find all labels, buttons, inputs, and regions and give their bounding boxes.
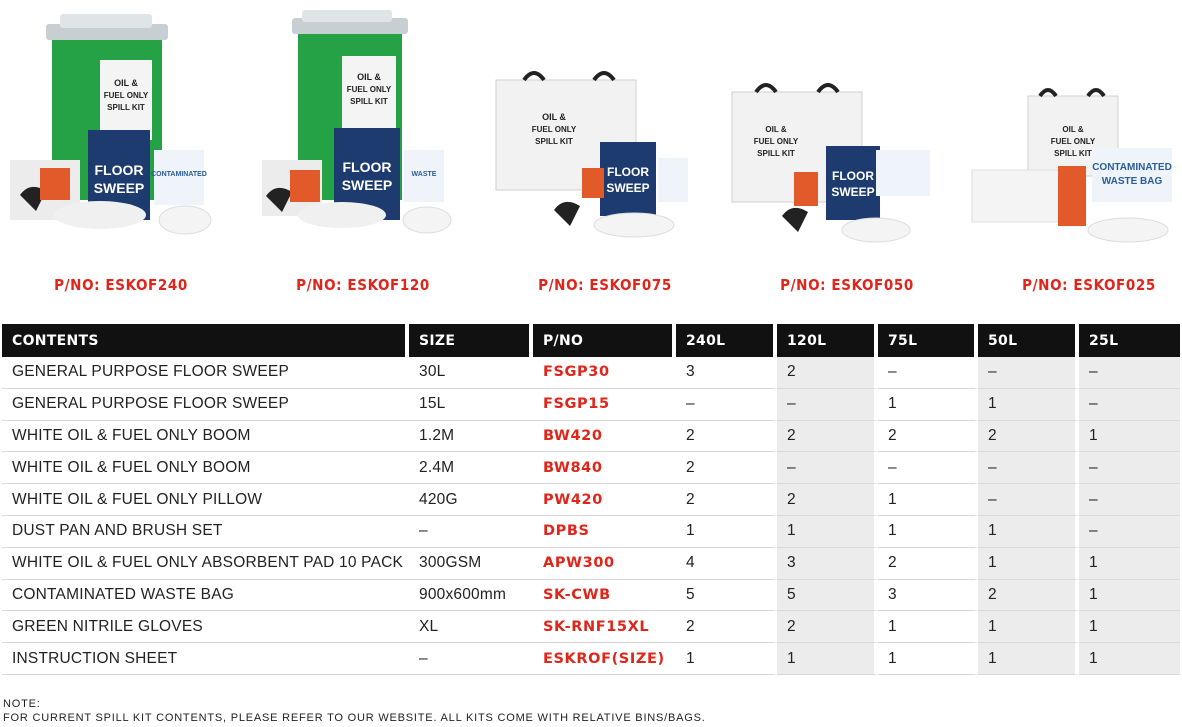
qty-120l: 5 (777, 580, 878, 612)
qty-240l: 4 (676, 548, 777, 580)
qty-75l: 1 (878, 389, 978, 421)
spill-kit-bag-image (726, 0, 968, 260)
qty-120l: 3 (777, 548, 878, 580)
qty-240l: 3 (676, 357, 777, 389)
qty-25l: 1 (1079, 611, 1180, 643)
product-eskof075 (484, 0, 726, 300)
svg-text:FLOOR: FLOOR (94, 162, 144, 178)
svg-text:CONTAMINATED: CONTAMINATED (151, 171, 207, 178)
qty-75l: 1 (878, 516, 978, 548)
item-name: DUST PAN AND BRUSH SET (2, 516, 409, 548)
qty-50l: 2 (978, 580, 1079, 612)
qty-50l: – (978, 484, 1079, 516)
column-header-pno: P/NO (533, 324, 676, 357)
qty-75l: – (878, 357, 978, 389)
item-name: WHITE OIL & FUEL ONLY PILLOW (2, 484, 409, 516)
product-eskof120 (242, 0, 484, 300)
qty-25l: 1 (1079, 548, 1180, 580)
footnote (3, 697, 706, 725)
qty-240l: 2 (676, 452, 777, 484)
item-part-number: SK-CWB (533, 580, 676, 612)
svg-text:FUEL ONLY: FUEL ONLY (753, 137, 799, 146)
item-name: INSTRUCTION SHEET (2, 643, 409, 675)
qty-50l: – (978, 357, 1079, 389)
item-size: 15L (409, 389, 533, 421)
qty-75l: 3 (878, 580, 978, 612)
svg-text:OIL &: OIL & (1062, 125, 1084, 134)
item-name: WHITE OIL & FUEL ONLY ABSORBENT PAD 10 PACK (2, 548, 409, 580)
column-header-75l: 75L (878, 324, 978, 357)
product-eskof025 (968, 0, 1182, 300)
item-size: – (409, 516, 533, 548)
qty-75l: 1 (878, 643, 978, 675)
table-row (2, 389, 1180, 421)
table-row (2, 421, 1180, 453)
qty-120l: 2 (777, 611, 878, 643)
qty-75l: 1 (878, 484, 978, 516)
svg-text:FLOOR: FLOOR (832, 169, 874, 183)
svg-text:OIL &: OIL & (357, 72, 381, 82)
qty-50l: – (978, 452, 1079, 484)
item-size: 900x600mm (409, 580, 533, 612)
qty-240l: 2 (676, 421, 777, 453)
qty-50l: 1 (978, 643, 1079, 675)
svg-text:SPILL KIT: SPILL KIT (350, 97, 388, 106)
product-part-number: P/NO: ESKOF050 (780, 276, 914, 294)
item-name: GENERAL PURPOSE FLOOR SWEEP (2, 389, 409, 421)
item-name: CONTAMINATED WASTE BAG (2, 580, 409, 612)
table-row (2, 516, 1180, 548)
qty-240l: 5 (676, 580, 777, 612)
item-name: GENERAL PURPOSE FLOOR SWEEP (2, 357, 409, 389)
qty-120l: 2 (777, 421, 878, 453)
table-row (2, 643, 1180, 675)
table-header-row (2, 324, 1180, 357)
item-part-number: DPBS (533, 516, 676, 548)
qty-120l: – (777, 389, 878, 421)
qty-75l: 1 (878, 611, 978, 643)
item-part-number: PW420 (533, 484, 676, 516)
qty-75l: 2 (878, 421, 978, 453)
qty-25l: – (1079, 452, 1180, 484)
svg-text:SWEEP: SWEEP (831, 185, 875, 199)
svg-text:WASTE BAG: WASTE BAG (1101, 176, 1163, 187)
qty-25l: – (1079, 516, 1180, 548)
item-part-number: FSGP15 (533, 389, 676, 421)
note-label: NOTE: (3, 698, 41, 710)
item-size: 420G (409, 484, 533, 516)
svg-text:SWEEP: SWEEP (341, 177, 393, 193)
table-row (2, 452, 1180, 484)
qty-25l: 1 (1079, 643, 1180, 675)
svg-text:FUEL ONLY: FUEL ONLY (531, 125, 577, 134)
qty-50l: 1 (978, 389, 1079, 421)
qty-75l: 2 (878, 548, 978, 580)
qty-120l: 1 (777, 516, 878, 548)
qty-25l: – (1079, 357, 1180, 389)
item-part-number: FSGP30 (533, 357, 676, 389)
qty-25l: 1 (1079, 580, 1180, 612)
spill-kit-bin-image (242, 0, 484, 260)
qty-25l: – (1079, 389, 1180, 421)
item-part-number: BW420 (533, 421, 676, 453)
item-name: WHITE OIL & FUEL ONLY BOOM (2, 421, 409, 453)
svg-text:OIL &: OIL & (765, 125, 787, 134)
item-part-number: SK-RNF15XL (533, 611, 676, 643)
svg-text:FUEL ONLY: FUEL ONLY (346, 85, 392, 94)
svg-text:OIL &: OIL & (542, 112, 566, 122)
note-text: FOR CURRENT SPILL KIT CONTENTS, PLEASE REFER TO OUR WEBSITE. ALL KITS COME WITH RELATIVE BINS/BAGS. (3, 712, 706, 724)
product-part-number: P/NO: ESKOF025 (1022, 276, 1156, 294)
product-strip (0, 0, 1182, 300)
spill-kit-bag-image (968, 0, 1182, 260)
spill-kit-bin-image (0, 0, 242, 260)
item-part-number: ESKROF(SIZE) (533, 643, 676, 675)
svg-text:FUEL ONLY: FUEL ONLY (1050, 137, 1096, 146)
item-part-number: APW300 (533, 548, 676, 580)
product-part-number: P/NO: ESKOF075 (538, 276, 672, 294)
svg-text:SWEEP: SWEEP (606, 181, 650, 195)
item-size: 2.4M (409, 452, 533, 484)
svg-text:FLOOR: FLOOR (607, 165, 649, 179)
svg-text:WASTE: WASTE (411, 171, 437, 178)
qty-120l: – (777, 452, 878, 484)
column-header-25l: 25L (1079, 324, 1180, 357)
item-size: – (409, 643, 533, 675)
svg-text:FUEL ONLY: FUEL ONLY (103, 91, 149, 100)
qty-75l: – (878, 452, 978, 484)
qty-25l: 1 (1079, 421, 1180, 453)
qty-120l: 2 (777, 484, 878, 516)
qty-240l: 2 (676, 611, 777, 643)
svg-text:SPILL KIT: SPILL KIT (535, 137, 573, 146)
svg-text:SPILL KIT: SPILL KIT (107, 103, 145, 112)
item-size: 1.2M (409, 421, 533, 453)
qty-50l: 1 (978, 516, 1079, 548)
column-header-240l: 240L (676, 324, 777, 357)
table-row (2, 484, 1180, 516)
qty-240l: 1 (676, 516, 777, 548)
item-name: WHITE OIL & FUEL ONLY BOOM (2, 452, 409, 484)
svg-text:OIL &: OIL & (114, 78, 138, 88)
table-row (2, 357, 1180, 389)
svg-text:CONTAMINATED: CONTAMINATED (1092, 162, 1172, 173)
item-size: XL (409, 611, 533, 643)
qty-120l: 2 (777, 357, 878, 389)
svg-text:SWEEP: SWEEP (93, 180, 145, 196)
table-row (2, 548, 1180, 580)
column-header-120l: 120L (777, 324, 878, 357)
product-eskof050 (726, 0, 968, 300)
svg-text:SPILL KIT: SPILL KIT (757, 149, 795, 158)
qty-25l: – (1079, 484, 1180, 516)
spill-kit-bag-image (484, 0, 726, 260)
item-name: GREEN NITRILE GLOVES (2, 611, 409, 643)
item-part-number: BW840 (533, 452, 676, 484)
qty-240l: 1 (676, 643, 777, 675)
svg-text:FLOOR: FLOOR (342, 159, 392, 175)
column-header-contents: CONTENTS (2, 324, 409, 357)
contents-table (2, 324, 1180, 675)
product-part-number: P/NO: ESKOF120 (296, 276, 430, 294)
item-size: 300GSM (409, 548, 533, 580)
product-eskof240 (0, 0, 242, 300)
product-part-number: P/NO: ESKOF240 (54, 276, 188, 294)
column-header-50l: 50L (978, 324, 1079, 357)
qty-120l: 1 (777, 643, 878, 675)
qty-50l: 1 (978, 611, 1079, 643)
qty-50l: 2 (978, 421, 1079, 453)
item-size: 30L (409, 357, 533, 389)
table-row (2, 580, 1180, 612)
qty-50l: 1 (978, 548, 1079, 580)
column-header-size: SIZE (409, 324, 533, 357)
table-row (2, 611, 1180, 643)
qty-240l: 2 (676, 484, 777, 516)
qty-240l: – (676, 389, 777, 421)
svg-text:SPILL KIT: SPILL KIT (1054, 149, 1092, 158)
